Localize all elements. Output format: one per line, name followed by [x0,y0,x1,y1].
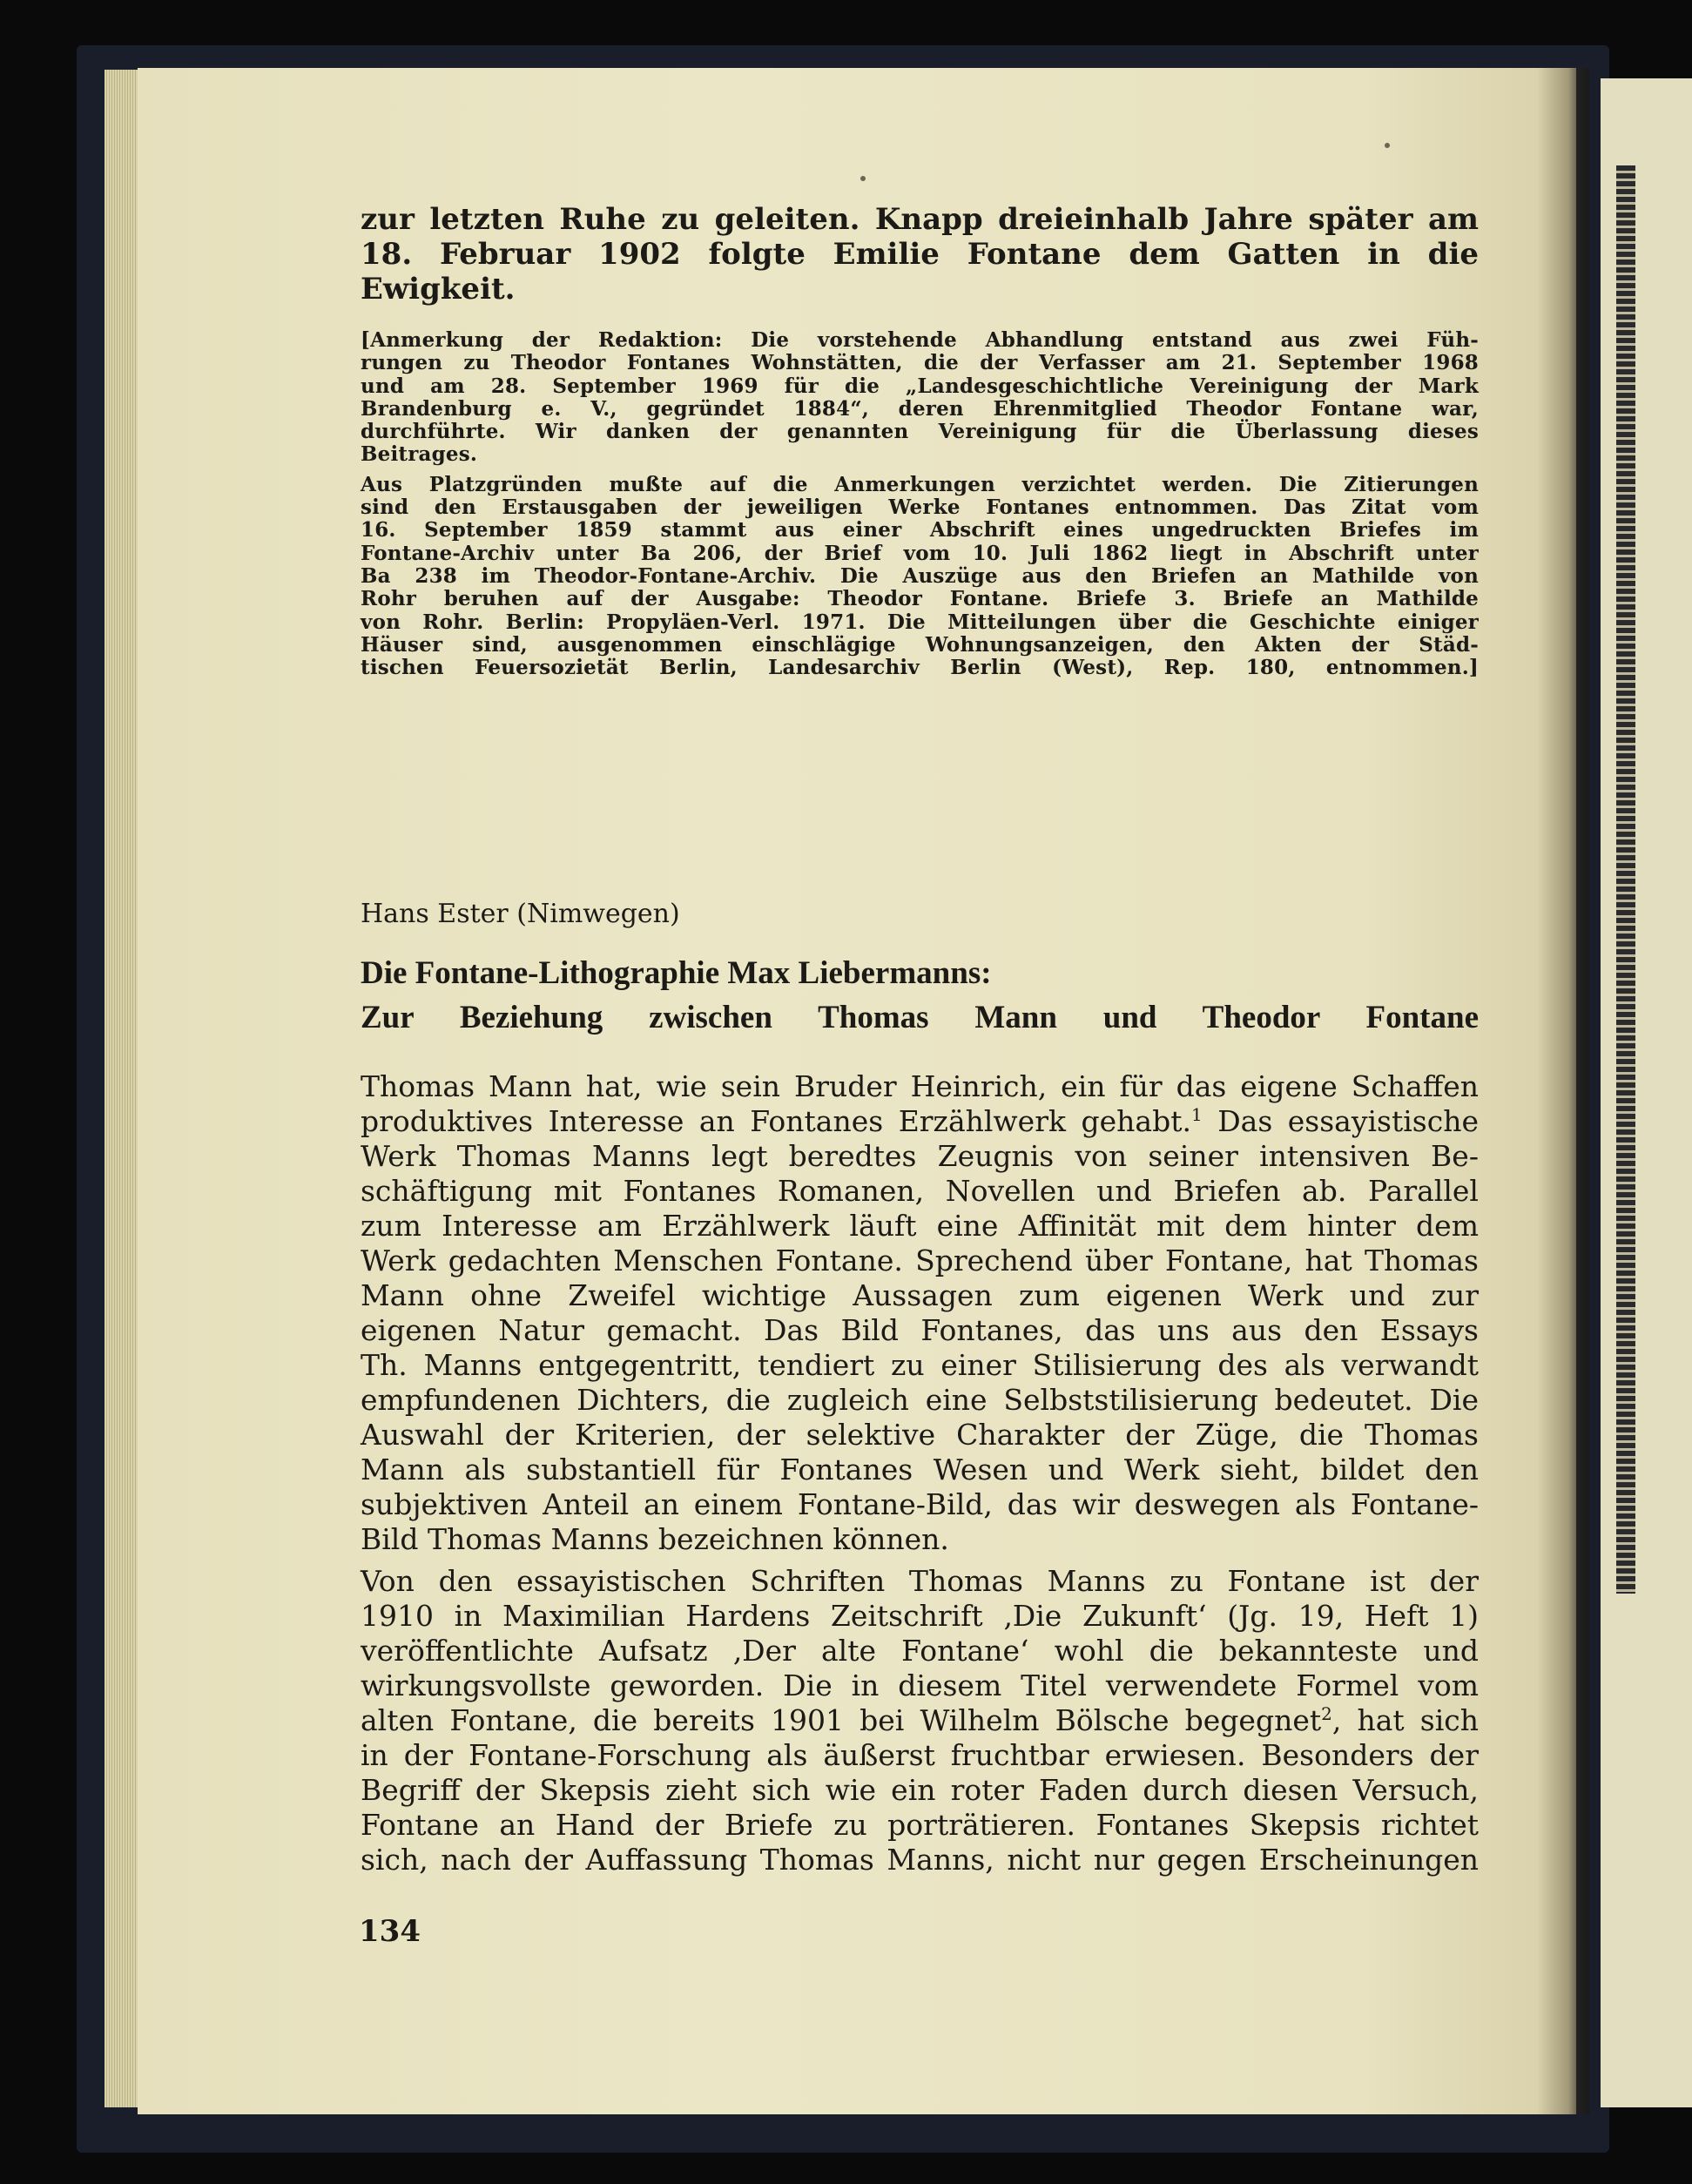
body-line [361,1634,1479,1668]
intro-line: 18. Februar 1902 folgte Emilie Fontane dem Gatten in die Ewigkeit. [361,237,1479,307]
note-line: von Rohr. Berlin: Propyläen-Verl. 1971. Die Mitteilungen über die Geschichte einiger [361,610,1479,634]
body-line-text: Thomas Mann hat, wie sein Bruder Heinrich, ein für das eigene Schaffen [361,1069,1479,1103]
body-line-text: 1910 in Maximilian Hardens Zeitschrift ‚Die Zukunft‘ (Jg. 19, Heft 1) [361,1599,1479,1633]
body-paragraph [361,1564,1479,1877]
article-title [361,951,1479,1040]
body-line-text: wirkungsvollste geworden. Die in diesem Titel verwendete Formel vom [361,1668,1479,1702]
body-line [361,1313,1479,1348]
body-line-text: alten Fontane, die bereits 1901 bei Wilhelm Bölsche begegnet [361,1703,1322,1737]
body-line-text: zum Interesse am Erzählwerk läuft eine Affinität mit dem hinter dem [361,1209,1479,1243]
body-line-text: Th. Manns entgegentritt, tendiert zu einer Stilisierung des als verwandt [361,1348,1479,1382]
body-line [361,1418,1479,1453]
editor-note-para2 [361,474,1479,680]
note-line: durchführte. Wir danken der genannten Vereinigung für die Überlassung dieses [361,420,1479,444]
paper-speck [1385,143,1390,148]
body-line-text: Werk Thomas Manns legt beredtes Zeugnis von seiner intensiven Be- [361,1139,1479,1173]
note-line: tischen Feuersozietät Berlin, Landesarchiv Berlin (West), Rep. 180, entnommen.] [361,656,1479,680]
note-line: [Anmerkung der Redaktion: Die vorstehende Abhandlung entstand aus zwei Füh- [361,328,1479,352]
body-line [361,1139,1479,1174]
article-author: Hans Ester (Nimwegen) [361,899,680,929]
body-line [361,1564,1479,1599]
title-line: Zur Beziehung zwischen Thomas Mann und Theodor Fontane [361,1000,1479,1035]
article-body [361,1069,1479,1877]
body-line [361,1668,1479,1703]
body-line-text: Bild Thomas Manns bezeichnen können. [361,1522,949,1556]
note-line: Häuser sind, ausgenommen einschlägige Wohnungsanzeigen, den Akten der Städ- [361,632,1479,657]
body-line-text: schäftigung mit Fontanes Romanen, Novellen und Briefen ab. Parallel [361,1174,1479,1208]
body-line [361,1104,1479,1139]
title-line: Die Fontane-Lithographie Max Liebermanns: [361,955,992,991]
body-line-text: , hat sich [1331,1703,1479,1737]
page-edges [104,70,139,2107]
body-line-text: Mann ohne Zweifel wichtige Aussagen zum eigenen Werk und zur [361,1278,1479,1312]
body-line [361,1703,1479,1738]
note-line: Beitrages. [361,442,478,467]
body-line-text: empfundenen Dichters, die zugleich eine Selbststilisierung bedeutet. Die [361,1383,1479,1417]
body-line-text: eigenen Natur gemacht. Das Bild Fontanes, das uns aus den Essays [361,1313,1479,1347]
note-line: sind den Erstausgaben der jeweiligen Werke Fontanes entnommen. Das Zitat vom [361,495,1479,520]
note-line: und am 28. September 1969 für die „Landesgeschichtliche Vereinigung der Mark [361,374,1479,398]
body-line [361,1773,1479,1808]
editor-note-para1 [361,329,1479,467]
body-line [361,1808,1479,1843]
note-line: Aus Platzgründen mußte auf die Anmerkungen verzichtet werden. Die Zitierungen [361,472,1479,496]
body-line [361,1843,1479,1877]
body-line [361,1244,1479,1278]
body-line-text: Von den essayistischen Schriften Thomas Manns zu Fontane ist der [361,1564,1479,1598]
page-gutter-shadow [1537,68,1589,2114]
next-page-edge [1601,78,1692,2107]
body-line-text: veröffentlichte Aufsatz ‚Der alte Fontane‘ wohl die bekannteste und [361,1634,1479,1668]
page-number: 134 [359,1914,421,1949]
note-line: Rohr beruhen auf der Ausgabe: Theodor Fontane. Briefe 3. Briefe an Mathilde [361,587,1479,611]
body-line-text: subjektiven Anteil an einem Fontane-Bild, das wir deswegen als Fontane- [361,1487,1479,1521]
paper-speck [860,176,866,181]
intro-paragraph [361,202,1479,307]
body-line [361,1599,1479,1634]
intro-line: zur letzten Ruhe zu geleiten. Knapp dreieinhalb Jahre später am [361,202,1479,237]
body-line-text: Werk gedachten Menschen Fontane. Sprechend über Fontane, hat Thomas [361,1244,1479,1277]
body-line [361,1487,1479,1522]
body-line [361,1453,1479,1487]
body-line-text: Auswahl der Kriterien, der selektive Charakter der Züge, die Thomas [361,1418,1479,1452]
body-paragraph [361,1069,1479,1557]
editor-note [361,329,1479,679]
body-line [361,1522,1479,1557]
body-line [361,1383,1479,1418]
note-line: Fontane-Archiv unter Ba 206, der Brief vom 10. Juli 1862 liegt in Abschrift unter [361,541,1479,565]
body-line-text: Fontane an Hand der Briefe zu porträtieren. Fontanes Skepsis richtet [361,1808,1479,1842]
body-line [361,1069,1479,1104]
body-line-text: Das essayistische [1202,1104,1480,1138]
body-line-text: produktives Interesse an Fontanes Erzählwerk gehabt. [361,1104,1191,1138]
footnote-marker: 2 [1321,1703,1332,1724]
body-line [361,1174,1479,1209]
note-line: Ba 238 im Theodor-Fontane-Archiv. Die Auszüge aus den Briefen an Mathilde von [361,563,1479,588]
note-line: Brandenburg e. V., gegründet 1884“, deren Ehrenmitglied Theodor Fontane war, [361,396,1479,421]
body-line [361,1738,1479,1773]
body-line-text: Mann als substantiell für Fontanes Wesen und Werk sieht, bildet den [361,1453,1479,1486]
body-line-text: sich, nach der Auffassung Thomas Manns, nicht nur gegen Erscheinungen [361,1843,1479,1877]
body-line [361,1278,1479,1313]
body-line-text: Begriff der Skepsis zieht sich wie ein roter Faden durch diesen Versuch, [361,1773,1479,1807]
body-line-text: in der Fontane-Forschung als äußerst fruchtbar erwiesen. Besonders der [361,1738,1479,1772]
note-line: rungen zu Theodor Fontanes Wohnstätten, die der Verfasser am 21. September 1968 [361,351,1479,375]
body-line [361,1348,1479,1383]
body-line [361,1209,1479,1244]
next-page-print [1616,165,1635,1594]
note-line: 16. September 1859 stammt aus einer Abschrift eines ungedruckten Briefes im [361,518,1479,543]
footnote-marker: 1 [1190,1104,1203,1125]
